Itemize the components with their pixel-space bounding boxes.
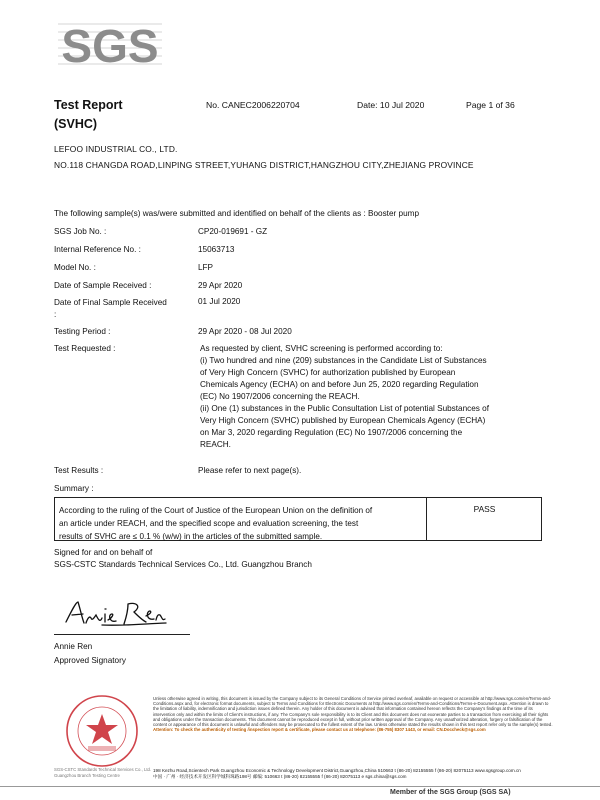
- model-label: Model No. :: [54, 263, 96, 272]
- req-line: (i) Two hundred and nine (209) substances in the Candidate List of Substances: [200, 356, 487, 365]
- summary-table: [54, 497, 542, 541]
- svg-text:SGS: SGS: [61, 20, 159, 70]
- final-sample-label-text: Date of Final Sample Received: [54, 298, 167, 307]
- final-sample-label-colon: :: [54, 310, 57, 319]
- report-title-line2: (SVHC): [54, 117, 98, 131]
- sgs-logo: [58, 18, 162, 70]
- reference-label: Internal Reference No. :: [54, 245, 141, 254]
- client-company: [54, 141, 474, 173]
- test-requested-text: [200, 343, 540, 451]
- summary-text: [59, 504, 421, 543]
- address-en: 198 Kezhu Road,Scientech Park Guangzhou Economic & Technology Development District,Guangzhou,China 510663 t (86-20) 82155555 f (86-20) 82075113 www.sgsgroup.com.cn: [153, 768, 521, 773]
- reference-value: 15063713: [198, 245, 235, 254]
- req-line: of Very High Concern (SVHC) for authorization published by European: [200, 368, 456, 377]
- req-line: (ii) One (1) substances in the Public Consultation List of potential Substances of: [200, 404, 489, 413]
- job-no-label: SGS Job No. :: [54, 227, 107, 236]
- model-value: LFP: [198, 263, 214, 272]
- summary-line: an article under REACH, and the specified scope and evaluation screening, the test: [59, 519, 359, 528]
- company-address: NO.118 CHANGDA ROAD,LINPING STREET,YUHANG DISTRICT,HANGZHOU CITY,ZHEJIANG PROVINCE: [54, 160, 474, 170]
- signed-line2: SGS-CSTC Standards Technical Services Co., Ltd. Guangzhou Branch: [54, 560, 312, 569]
- signatory-name: Annie Ren: [54, 642, 93, 651]
- footer-rule: [0, 786, 600, 787]
- job-no-value: CP20-019691 - GZ: [198, 227, 268, 236]
- test-results-value: Please refer to next page(s).: [198, 466, 302, 475]
- sgs-group-member: Member of the SGS Group (SGS SA): [390, 789, 511, 796]
- summary-line: results of SVHC are ≤ 0.1 % (w/w) in the articles of the submitted sample.: [59, 532, 323, 541]
- test-requested-label: Test Requested :: [54, 344, 116, 353]
- req-line: (EC) No 1907/2006 concerning the REACH.: [200, 392, 360, 401]
- address-cn: 中国 · 广州 · 经济技术开发区科学城科珠路198号 邮编: 510663 t (86-20) 82155555 f (86-20) 82075113 e sgs.china@sgs.com: [153, 774, 407, 779]
- test-results-label: Test Results :: [54, 466, 104, 475]
- terms-body: Unless otherwise agreed in writing, this document is issued by the Company subject to its General Conditions of Service printed overleaf, available on request or accessible at http://www.sgs.com/en/Terms-and-Conditions.aspx and, for electronic format documents, subject to Terms and Conditions for Electronic Documents at http://www.sgs.com/en/Terms-and-Conditions/Terms-e-Document.aspx. Attention is drawn to the limitation of liability, indemnification and jurisdiction issues defined therein. Any holder of this document is advised that information contained hereon reflects the Company's findings at the time of its intervention only and within the limits of Client's instructions, if any. The Company's sole responsibility is to its Client and this document does not exonerate parties to a transaction from exercising all their rights and obligations under the transaction documents. This document cannot be reproduced except in full, without prior written approval of the Company. Any unauthorized alteration, forgery or falsification of the content or appearance of this document is unlawful and offenders may be prosecuted to the fullest extent of the law. Unless otherwise stated the results shown in this test report refer only to the sample(s) tested.: [153, 696, 553, 728]
- handwritten-signature: [62, 596, 172, 630]
- intro-text: The following sample(s) was/were submitted and identified on behalf of the clients as : Booster pump: [54, 209, 419, 218]
- terms-fine-print: [153, 696, 553, 732]
- req-line: on Mar 3, 2020 regarding Regulation (EC) No 1907/2006 concerning the: [200, 428, 463, 437]
- page-number: Page 1 of 36: [466, 100, 515, 110]
- testing-period-value: 29 Apr 2020 - 08 Jul 2020: [198, 327, 292, 336]
- signatory-role: Approved Signatory: [54, 656, 126, 665]
- seal-caption: [54, 767, 154, 779]
- received-date-label: Date of Sample Received :: [54, 281, 152, 290]
- branch-address: [153, 768, 521, 780]
- authenticity-notice: Attention: To check the authenticity of testing /inspection report & certificate, please contact us at telephone: (86-755) 8307 1443, or email: CN.Doccheck@sgs.com: [153, 727, 486, 733]
- req-line: Chemicals Agency (ECHA) on and before Jun 25, 2020 regarding Regulation: [200, 380, 479, 389]
- received-date-value: 29 Apr 2020: [198, 281, 243, 290]
- summary-label: Summary :: [54, 484, 94, 493]
- company-name: LEFOO INDUSTRIAL CO., LTD.: [54, 144, 178, 154]
- signed-line1: Signed for and on behalf of: [54, 548, 153, 557]
- req-line: As requested by client, SVHC screening is performed according to:: [200, 344, 443, 353]
- report-title: [54, 96, 123, 134]
- final-sample-label: [54, 297, 167, 321]
- seal-caption-line1: SGS-CSTC Standards Technical Services Co., Ltd.: [54, 767, 152, 772]
- req-line: Very High Concern (SVHC) published by European Chemicals Agency (ECHA): [200, 416, 486, 425]
- report-number: No. CANEC2006220704: [206, 100, 300, 110]
- signed-on-behalf: [54, 547, 312, 571]
- report-date: Date: 10 Jul 2020: [357, 100, 425, 110]
- seal-caption-line2: Guangzhou Branch Testing Centre: [54, 773, 120, 778]
- company-seal: [62, 694, 142, 768]
- signatory: [54, 640, 126, 668]
- final-sample-value: 01 Jul 2020: [198, 297, 241, 306]
- report-title-line1: Test Report: [54, 98, 123, 112]
- testing-period-label: Testing Period :: [54, 327, 111, 336]
- signature-line: [54, 634, 190, 635]
- summary-line: According to the ruling of the Court of Justice of the European Union on the definition of: [59, 506, 373, 515]
- req-line: REACH.: [200, 440, 231, 449]
- summary-result: PASS: [473, 504, 496, 514]
